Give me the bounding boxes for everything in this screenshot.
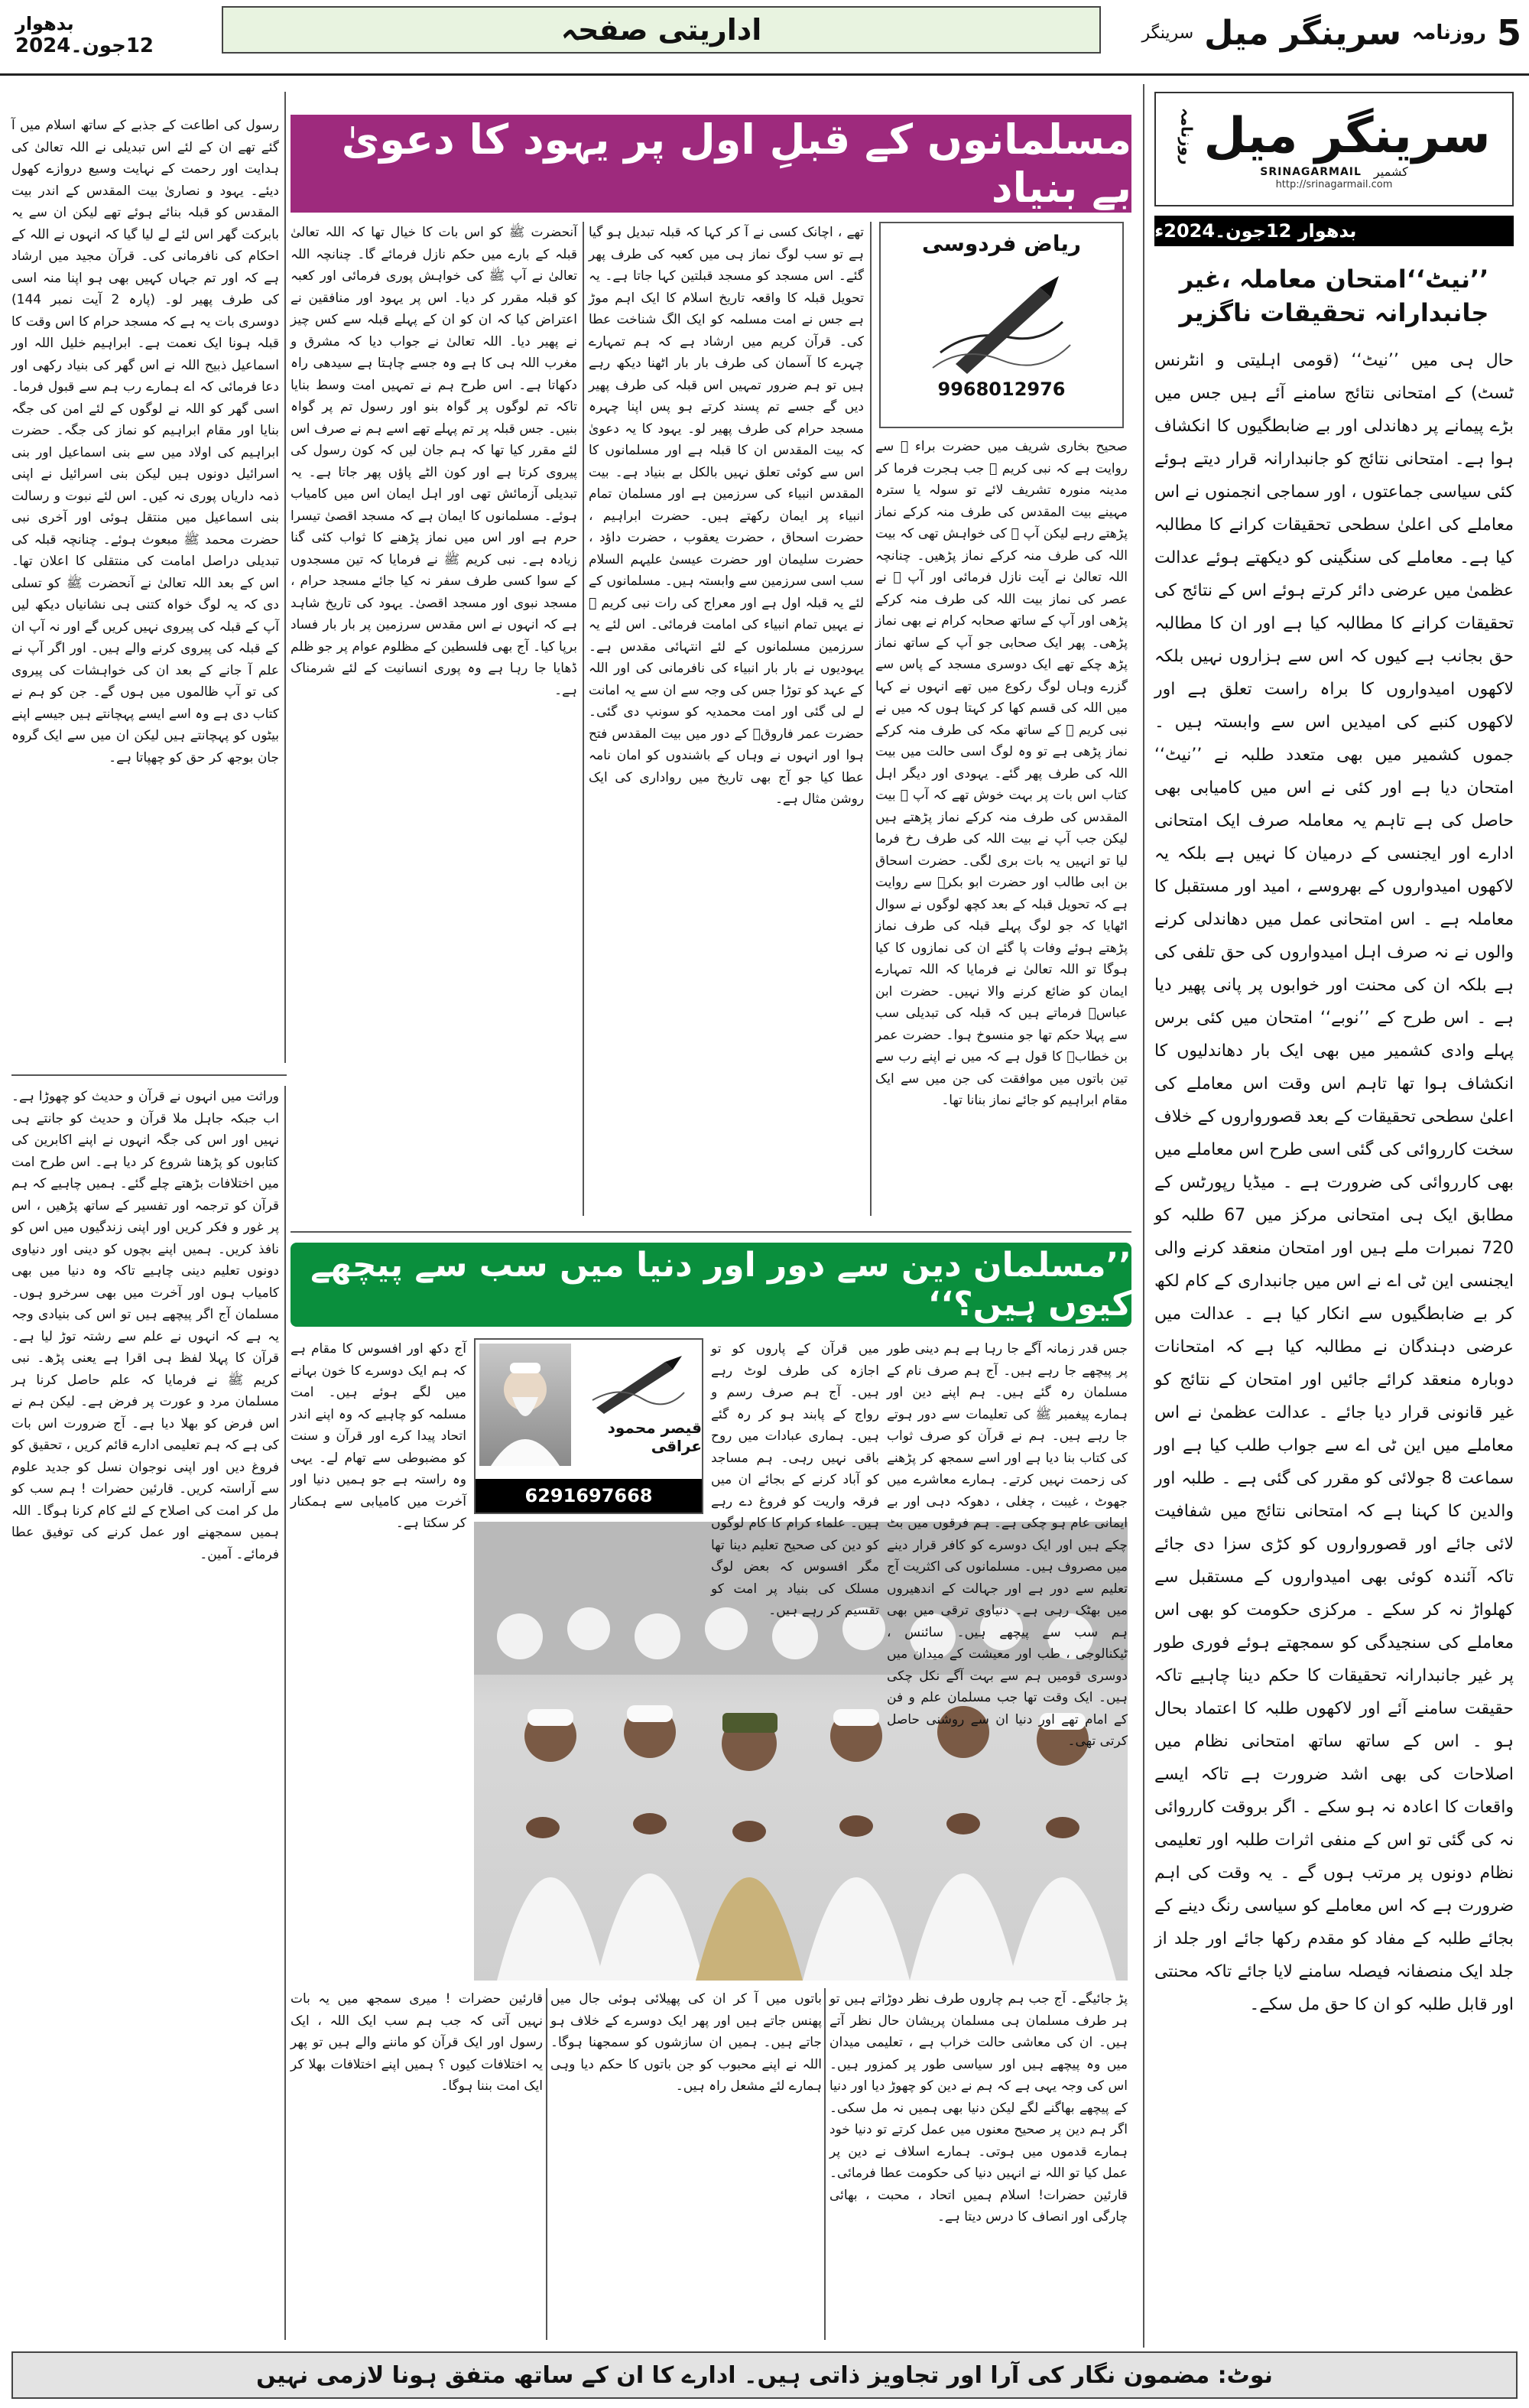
header-rule	[0, 73, 1529, 76]
a1-divider-2	[583, 222, 584, 1216]
header-day: بدھوار	[15, 13, 74, 34]
author-photo	[479, 1344, 571, 1466]
article1-author-box	[879, 222, 1124, 428]
header-date	[15, 5, 206, 66]
editorial-divider	[1143, 84, 1144, 2348]
article2-col4: وراثت میں انہوں نے قرآن و حدیث کو چھوڑا ہے۔ اب جبکہ جاہل ملا قرآن و حدیث کو جانتے ہی نہیں اور اس کی جگہ انہوں نے اپنے اکابرین کی کتابوں کو پڑھنا شروع کر دیا ہے۔ اس طرح امت میں اختلافات بڑھتے چلے گئے۔ ہمیں چاہیے کہ ہم قرآن کو ترجمہ اور تفسیر کے ساتھ پڑھیں ، اس پر غور و فکر کریں اور اپنی زندگیوں میں اس کو نافذ کریں۔ ہمیں اپنے بچوں کو دینی اور دنیاوی دونوں تعلیم دینی چاہیے تاکہ وہ دنیا میں بھی کامیاب ہوں اور آخرت میں بھی سرخرو ہوں۔ مسلمان آج اگر پیچھے ہیں تو اس کی بنیادی وجہ یہ ہے کہ انہوں نے علم سے رشتہ توڑ لیا ہے۔ قرآن کا پہلا لفظ ہی اقرا ہے یعنی پڑھ۔ نبی کریم ﷺ نے فرمایا کہ علم حاصل کرنا ہر مسلمان مرد و عورت پر فرض ہے۔ لیکن ہم نے اس فرض کو بھلا دیا ہے۔ آج ضرورت اس بات کی ہے کہ ہم تعلیمی ادارے قائم کریں ، تحقیق کو فروغ دیں اور اپنی نوجوان نسل کو جدید علوم سے آراستہ کریں۔ قارئین حضرات ! ہم سب کو مل کر امت کی اصلاح کے لئے کام کرنا ہوگا۔ اللہ ہمیں سمجھنے اور عمل کرنے کی توفیق عطا فرمائے۔ آمین۔	[11, 1089, 279, 1562]
footer-note: نوٹ: مضمون نگار کی آرا اور تجاویز ذاتی ہیں۔ ادارے کا ان کے ساتھ متفق ہونا لازمی نہیں	[11, 2351, 1518, 2399]
brand-prefix: روزنامہ	[1412, 21, 1486, 44]
article1-col2: تھے ، اچانک کسی نے آ کر کہا کہ قبلہ تبدیل ہو گیا ہے تو سب لوگ نماز ہی میں کعبہ کی طرف پھر گئے۔ اس مسجد کو مسجد قبلتین کہا جاتا ہے۔ یہ تحویل قبلہ کا واقعہ تاریخ اسلام کا ایک اہم موڑ ہے جس نے امت مسلمہ کو ایک الگ شناخت عطا کی۔ قرآن کریم میں ارشاد ہے کہ ہم تمہارے چہرے کا آسمان کی طرف بار بار اٹھنا دیکھ رہے ہیں تو ہم ضرور تمہیں اس قبلہ کی طرف پھیر دیں گے جسے تم پسند کرتے ہو پس اپنا چہرہ مسجد حرام کی طرف پھیر لو۔ یہود کا یہ دعویٰ کہ بیت المقدس ان کا قبلہ ہے اور مسلمانوں کا اس سے کوئی تعلق نہیں بالکل بے بنیاد ہے۔ بیت المقدس انبیاء کی سرزمین ہے اور مسلمان تمام انبیاء پر ایمان رکھتے ہیں۔ حضرت ابراہیم ، حضرت اسحاق ، حضرت یعقوب ، حضرت داؤد ، حضرت سلیمان اور حضرت عیسیٰ علیہم السلام سب اسی سرزمین سے وابستہ ہیں۔ مسلمانوں کے لئے یہ قبلہ اول ہے اور معراج کی رات نبی کریم ﷺ نے یہیں تمام انبیاء کی امامت فرمائی۔ اس لئے یہ سرزمین مسلمانوں کے لئے انتہائی مقدس ہے۔ یہودیوں نے بار بار انبیاء کی نافرمانی کی اور اللہ کے عہد کو توڑا جس کی وجہ سے ان سے یہ امانت لے لی گئی اور امت محمدیہ کو سونپ دی گئی۔ حضرت عمر فاروقؓ کے دور میں بیت المقدس فتح ہوا اور انہوں نے وہاں کے باشندوں کو امان نامہ عطا کیا جو آج بھی تاریخ میں رواداری کی ایک روشن مثال ہے۔	[589, 225, 864, 807]
a2-divider-2	[546, 1988, 547, 2340]
article-separator-2	[291, 1231, 1131, 1233]
article-separator	[11, 1074, 287, 1076]
article1-col4: رسول کی اطاعت کے جذبے کے ساتھ اسلام میں آ گئے تھے ان کے لئے اس تبدیلی نے اللہ تعالیٰ کی ہدایت اور رحمت کے نہایت وسیع دروازے کھول دیئے۔ یہود و نصاریٰ بیت المقدس کے اندر بیت المقدس کو قبلہ بنائے ہوئے تھے لیکن ان سے یہ بابرکت گھر اس لئے لے لیا گیا کہ انہوں نے اللہ کے احکام کی نافرمانی کی۔ قرآن مجید میں ارشاد ہے کہ اور تم جہاں کہیں بھی ہو اپنا منہ اسی کی طرف پھیر لو۔ (پارہ 2 آیت نمبر 144) دوسری بات یہ ہے کہ مسجد حرام کا اس وقت کا قبلہ ہونا ایک نعمت ہے۔ ابراہیم خلیل اللہ اور اسماعیل ذبیح اللہ نے اس گھر کی بنیاد رکھی اور دعا فرمائی کہ اے ہمارے رب ہم سے قبول فرما۔ اسی گھر کو اللہ نے لوگوں کے لئے امن کی جگہ بنایا اور مقام ابراہیم کو نماز کی جگہ۔ حضرت ابراہیم کی اولاد میں سے بنی اسماعیل اور بنی اسرائیل دونوں ہیں لیکن بنی اسرائیل نے اپنی ذمہ داریاں پوری نہ کیں۔ اس لئے نبوت و رسالت بنی اسماعیل میں منتقل ہوئی اور آخری نبی حضرت محمد ﷺ مبعوث ہوئے۔ چنانچہ قبلہ کی تبدیلی دراصل امامت کی منتقلی کا اعلان تھا۔ اس کے بعد اللہ تعالیٰ نے آنحضرت ﷺ کو تسلی دی کہ یہ لوگ خواہ کتنی ہی نشانیاں دیکھ لیں آپ کے قبلہ کی پیروی نہیں کریں گے اور نہ آپ ان کے قبلہ کی پیروی کرنے والے ہیں۔ اور اگر آپ نے علم آ جانے کے بعد ان کی خواہشات کی پیروی کی تو آپ ظالموں میں ہوں گے۔ جن کو ہم نے کتاب دی ہے وہ اسے ایسے پہچانتے ہیں جیسے اپنے بیٹوں کو پہچانتے ہیں لیکن ان میں سے ایک گروہ جان بوجھ کر حق کو چھپاتا ہے۔	[11, 118, 280, 765]
pen-icon	[925, 261, 1078, 375]
article2-col1: جس قدر زمانہ آگے جا رہا ہے ہم دینی طور پر پیچھے جا رہے ہیں۔ آج ہم صرف نام کے مسلمان رہ گئے ہیں۔ ہم اپنے دین اور ہمارے پیغمبر ﷺ کی تعلیمات سے دور ہوتے جا رہے ہیں۔ ہم نے قرآن کو صرف ثواب کی کتاب بنا دیا ہے اور اسے سمجھ کر پڑھنے کی زحمت نہیں کرتے۔ ہمارے معاشرے میں جھوٹ ، غیبت ، چغلی ، دھوکہ دہی اور بے ایمانی عام ہو چکی ہے۔ ہم فرقوں میں بٹ چکے ہیں اور ایک دوسرے کو کافر قرار دینے میں مصروف ہیں۔ مسلمانوں کی اکثریت آج تعلیم سے دور ہے اور جہالت کے اندھیروں میں بھٹک رہی ہے۔ دنیاوی ترقی میں بھی ہم سب سے پیچھے ہیں۔ سائنس ، ٹیکنالوجی ، طب اور معیشت کے میدان میں دوسری قومیں ہم سے بہت آگے نکل چکی ہیں۔ ایک وقت تھا جب مسلمان علم و فن کے امام تھے اور دنیا ان سے روشنی حاصل کرتی تھی۔	[887, 1341, 1128, 1749]
a1-divider-1	[870, 222, 872, 1216]
brand-name: سرینگر میل	[1204, 13, 1402, 53]
masthead-url[interactable]: http://srinagarmail.com	[1275, 179, 1393, 191]
masthead-title: سرینگر میل	[1203, 108, 1491, 164]
masthead	[1154, 92, 1514, 206]
a2-divider-3	[284, 1086, 286, 2340]
article2-col5: پڑ جائیگے۔ آج جب ہم چاروں طرف نظر دوڑاتے ہیں تو ہر طرف مسلمان ہی مسلمان پریشان حال نظر آتے ہیں۔ ان کی معاشی حالت خراب ہے ، تعلیمی میدان میں وہ پیچھے ہیں اور سیاسی طور پر کمزور ہیں۔ اس کی وجہ یہی ہے کہ ہم نے دین کو چھوڑ دیا اور دنیا کے پیچھے بھاگنے لگے لیکن دنیا بھی ہمیں نہ مل سکی۔ اگر ہم دین پر صحیح معنوں میں عمل کرتے تو دنیا خود ہمارے قدموں میں ہوتی۔ ہمارے اسلاف نے دین پر عمل کیا تو اللہ نے انہیں دنیا کی حکومت عطا فرمائی۔ قارئین حضرات! اسلام ہمیں اتحاد ، محبت ، بھائی چارگی اور انصاف کا درس دیتا ہے۔	[829, 1991, 1128, 2224]
article2-author-box	[474, 1338, 703, 1514]
masthead-place: کشمیر	[1373, 164, 1408, 180]
brand-city: سرینگر	[1141, 23, 1194, 43]
article2-headline: ’’مسلمان دین سے دور اور دنیا میں سب سے پیچھے کیوں ہیں؟‘‘	[291, 1243, 1131, 1327]
article2-col7: قارئین حضرات ! میری سمجھ میں یہ بات نہیں آتی کہ جب ہم سب ایک اللہ ، ایک رسول اور ایک قرآن کو ماننے والے ہیں تو پھر یہ اختلافات کیوں ؟ ہمیں اپنے اختلافات بھلا کر ایک امت بننا ہوگا۔	[291, 1991, 543, 2094]
article1-phone: 9968012976	[937, 379, 1066, 400]
section-title: اداریتی صفحہ	[222, 6, 1101, 54]
page-header	[0, 0, 1529, 84]
article1-col1: صحیح بخاری شریف میں حضرت براء ؓ سے روایت ہے کہ نبی کریم ﷺ جب ہجرت فرما کر مدینہ منورہ تشریف لائے تو سولہ یا سترہ مہینے بیت المقدس کی طرف منہ کرکے نماز پڑھتے رہے لیکن آپ ﷺ کی خواہش تھی کہ بیت اللہ کی طرف منہ کرکے نماز پڑھیں۔ چنانچہ اللہ تعالیٰ نے آیت نازل فرمائی اور آپ ﷺ نے عصر کی نماز بیت اللہ کی طرف منہ کرکے پڑھی اور آپ کے ساتھ صحابہ کرام نے بھی نماز پڑھی۔ پھر ایک صحابی جو آپ کے ساتھ نماز پڑھ چکے تھے ایک دوسری مسجد کے پاس سے گزرے وہاں لوگ رکوع میں تھے انہوں نے کہا میں اللہ کی قسم کھا کر کہتا ہوں کہ میں نے نبی کریم ﷺ کے ساتھ مکہ کی طرف منہ کرکے نماز پڑھی ہے تو وہ لوگ اسی حالت میں بیت اللہ کی طرف پھر گئے۔ یہودی اور دیگر اہل کتاب اس بات پر بہت خوش تھے کہ آپ ﷺ بیت المقدس کی طرف منہ کرکے نماز پڑھتے ہیں لیکن جب آپ نے بیت اللہ کی طرف رخ فرما لیا تو انہیں یہ بات بری لگی۔ حضرت اسحاق بن ابی طالب اور حضرت ابو بکرؓ سے روایت ہے کہ تحویل قبلہ کے بعد کچھ لوگوں نے سوال اٹھایا کہ جو لوگ پہلے قبلہ کی طرف نماز پڑھتے ہوئے وفات پا گئے ان کی نمازوں کا کیا ہوگا تو اللہ تعالیٰ نے فرمایا کہ اللہ تمہارے ایمان کو ضائع کرنے والا نہیں۔ حضرت ابن عباسؓ فرماتے ہیں کہ قبلہ کی تبدیلی سب سے پہلا حکم تھا جو منسوخ ہوا۔ حضرت عمر بن خطابؓ کا قول ہے کہ میں نے اپنے رب سے تین باتوں میں موافقت کی جن میں سے ایک مقام ابراہیم کو جائے نماز بنانا تھا۔	[875, 439, 1128, 1108]
article1-author: ریاض فردوسی	[922, 231, 1081, 256]
page-number: 5	[1496, 12, 1521, 54]
article2-col3: آج دکھ اور افسوس کا مقام ہے کہ ہم ایک دوسرے کا خون بہانے میں لگے ہوئے ہیں۔ امت مسلمہ کو چاہیے کہ وہ اپنے اندر اتحاد پیدا کرے اور قرآن و سنت کو مضبوطی سے تھام لے۔ یہی وہ راستہ ہے جو ہمیں دنیا اور آخرت میں کامیابی سے ہمکنار کر سکتا ہے۔	[291, 1341, 466, 1531]
editorial-body: حال ہی میں ’’نیٹ‘‘ (قومی اہلیتی و انٹرنس ٹسٹ) کے امتحانی نتائج سامنے آئے ہیں جس میں بڑے پیمانے پر دھاندلی اور بے ضابطگیوں کا انکشاف ہوا ہے۔ امتحانی نتائج کو جانبدارانہ قرار دیتے ہوئے کئی سیاسی جماعتوں ، اور سماجی انجمنوں نے اس معاملے کی اعلیٰ سطحی تحقیقات کرانے کا مطالبہ کیا ہے۔ معاملے کی سنگینی کو دیکھتے ہوئے عدالت عظمیٰ میں عرضی دائر کرتے ہوئے اس کے نتائج کی تحقیقات کرانے کا مطالبہ کیا ہے اور ان کا مطالبہ حق بجانب ہے کیوں کہ اس سے ہزاروں نہیں بلکہ لاکھوں امیدواروں کا براہ راست تعلق ہے اور لاکھوں کنبے کی امیدیں اس سے وابستہ ہیں ۔ جموں کشمیر میں بھی متعدد طلبہ نے ’’نیٹ‘‘ امتحان دیا ہے اور کئی نے اس میں کامیابی بھی حاصل کی ہے تاہم یہ معاملہ صرف ایک امتحانی ادارے اور ایجنسی کے درمیان کا نہیں ہے بلکہ یہ لاکھوں امیدواروں کے بھروسے ، امید اور مستقبل کا معاملہ ہے ۔ اس امتحانی عمل میں دھاندلی کرنے والوں نے نہ صرف اہل امیدواروں کی حق تلفی کی ہے بلکہ ان کی محنت اور خوابوں پر پانی پھیر دیا ہے ۔ اس طرح کے ’’نوبے‘‘ امتحان میں کئی برس پہلے وادی کشمیر میں بھی ایک بار دھاندلیوں کا انکشاف ہوا تھا تاہم اس وقت اس معاملے کی اعلیٰ سطحی تحقیقات کے بعد قصورواروں کے خلاف سخت کارروائی کی گئی اسی طرح اس معاملے میں بھی کارروائی کی ضرورت ہے ۔ میڈیا رپورٹس کے مطابق ایک ہی امتحانی مرکز میں 67 طلبہ کو 720 نمبرات ملے ہیں اور امتحان منعقد کرنے والی ایجنسی این ٹی اے نے اس میں جانبداری کے کام لکھ کر بے ضابطگیوں سے انکار کیا ہے ۔ عدالت میں عرضی دہندگان نے مطالبہ کیا ہے کہ امتحانات دوبارہ منعقد کرائے جائیں اور امتحان کے نتائج کو غیر قانونی قرار دیا جائے ۔ عدالت عظمیٰ نے اس معاملے میں این ٹی اے سے جواب طلب کیا ہے اور سماعت 8 جولائی کو مقرر کی گئی ہے ۔ طلبہ اور والدین کا کہنا ہے کہ امتحانی نتائج میں شفافیت لائی جائے اور قصورواروں کو کڑی سزا دی جائے تاکہ آئندہ کوئی بھی امیدواروں کے مستقبل سے کھلواڑ نہ کر سکے ۔ مرکزی حکومت کو بھی اس معاملے کی سنجیدگی کو سمجھتے ہوئے فوری طور پر غیر جانبدارانہ تحقیقات کا حکم دینا چاہیے تاکہ حقیقت سامنے آئے اور لاکھوں طلبہ کا اعتماد بحال ہو ۔ اس کے ساتھ ساتھ امتحانی نظام میں اصلاحات کی بھی اشد ضرورت ہے تاکہ ایسے واقعات کا اعادہ نہ ہو سکے ۔ اگر بروقت کارروائی نہ کی گئی تو اس کے منفی اثرات طلبہ اور تعلیمی نظام دونوں پر مرتب ہوں گے ۔ یہ وقت کی اہم ضرورت ہے کہ اس معاملے کو سیاسی رنگ دینے کے بجائے طلبہ کے مفاد کو مقدم رکھا جائے اور جلد از جلد ایک منصفانہ فیصلہ سامنے لایا جائے تاکہ محنتی اور قابل طلبہ کو ان کا حق مل سکے۔	[1154, 351, 1514, 2014]
article2-col6: باتوں میں آ کر ان کی پھیلائی ہوئی جال میں پھنس جاتے ہیں اور پھر ایک دوسرے کے خلاف ہو جاتے ہیں۔ ہمیں ان سازشوں کو سمجھنا ہوگا۔ اللہ نے اپنے محبوب کو جن باتوں کا حکم دیا وہی ہمارے لئے مشعل راہ ہیں۔	[550, 1991, 822, 2094]
pen-icon	[589, 1354, 688, 1418]
article2-phone: 6291697668	[476, 1479, 702, 1513]
header-date-value: 12جون۔2024	[15, 34, 154, 57]
article2-author: قیصر محمود عراقی	[607, 1418, 702, 1455]
brand-block	[1116, 6, 1521, 60]
editorial-headline: ’’نیٹ‘‘امتحان معاملہ ،غیر جانبدارانہ تحقیقات ناگزیر	[1179, 265, 1489, 327]
a2-divider-1	[824, 1988, 826, 2340]
article1-headline: مسلمانوں کے قبلِ اول پر یہود کا دعویٰ بے بنیاد	[291, 115, 1131, 213]
article2-col2: میں قرآن کے پاروں کو تو اجازہ کی طرف لوٹ رہے ہیں۔ آج ہم صرف رسم و رواج کے پابند ہو کر رہ گئے ہیں۔ ہماری عبادات میں روح باقی نہیں رہی۔ ہم مساجد کو آباد کرنے کے بجائے ان میں فرقہ واریت کو فروغ دے رہے ہیں۔ علماء کرام کا کام لوگوں کو دین کی صحیح تعلیم دینا تھا مگر افسوس کہ بعض لوگ مسلک کی بنیاد پر امت کو تقسیم کر رہے ہیں۔	[711, 1341, 879, 1618]
masthead-latin: SRINAGARMAIL	[1260, 165, 1362, 178]
masthead-date-band: بدھوار 12جون۔2024ء	[1154, 216, 1514, 246]
article1-col3: آنحضرت ﷺ کو اس بات کا خیال تھا کہ اللہ تعالیٰ قبلہ کے بارے میں حکم نازل فرمائے گا۔ چنانچہ اللہ تعالیٰ نے آپ ﷺ کی خواہش پوری فرمائی اور کعبہ کو قبلہ مقرر کر دیا۔ اس پر یہود اور منافقین نے اعتراض کیا کہ ان کو ان کے پہلے قبلہ سے کس چیز نے پھیر دیا۔ اللہ تعالیٰ نے جواب دیا کہ مشرق و مغرب اللہ ہی کا ہے وہ جسے چاہتا ہے سیدھی راہ دکھاتا ہے۔ اس طرح ہم نے تمہیں امت وسط بنایا تاکہ تم لوگوں پر گواہ بنو اور رسول تم پر گواہ بنیں۔ جس قبلہ پر تم پہلے تھے اسے ہم نے صرف اس لئے مقرر کیا تھا کہ ہم جان لیں کہ کون رسول کی پیروی کرتا ہے اور کون الٹے پاؤں پھر جاتا ہے۔ یہ تبدیلی آزمائش تھی اور اہل ایمان اس میں کامیاب ہوئے۔ مسلمانوں کا ایمان ہے کہ مسجد اقصیٰ تیسرا حرم ہے اور اس میں نماز پڑھنے کا ثواب کئی گنا زیادہ ہے۔ نبی کریم ﷺ نے فرمایا کہ تین مسجدوں کے سوا کسی طرف سفر نہ کیا جائے مسجد حرام ، مسجد نبوی اور مسجد اقصیٰ۔ یہود کی تاریخ شاہد ہے کہ انہوں نے اس مقدس سرزمین پر بار بار فساد برپا کیا۔ آج بھی فلسطین کے مظلوم عوام پر جو ظلم ڈھایا جا رہا ہے وہ پوری انسانیت کے لئے شرمناک ہے۔	[291, 225, 577, 698]
masthead-daily: روزنامہ	[1177, 107, 1196, 165]
a1-divider-3	[284, 92, 286, 1063]
